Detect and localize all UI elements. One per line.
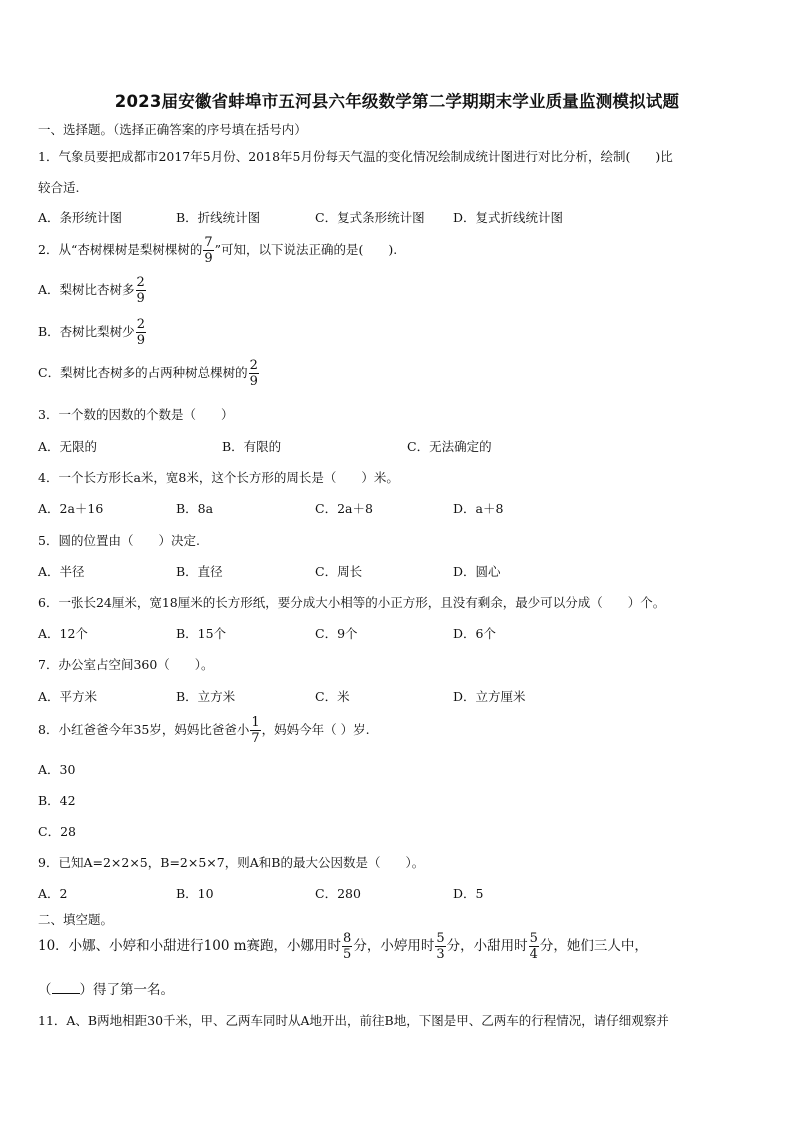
question-7: 7．办公室占空间360（ ）。 [38, 657, 214, 672]
question-2-option-b: B．杏树比梨树少 $\frac{2}{9}$ [38, 317, 145, 348]
question-7-option-b: B．立方米 [176, 689, 236, 704]
question-4-option-c: C．2a＋8 [315, 501, 373, 516]
question-7-option-a: A．平方米 [38, 689, 98, 704]
section-heading-fill-in: 二、填空题。 [38, 912, 114, 927]
question-1-option-a: A．条形统计图 [38, 210, 123, 225]
section-heading-choice: 一、选择题。（选择正确答案的序号填在括号内） [38, 122, 307, 137]
question-5-option-a: A．半径 [38, 564, 85, 579]
fraction: $\frac{1}{7}$ [251, 715, 260, 746]
fraction: $\frac{2}{9}$ [249, 358, 258, 389]
question-11: 11．A、B两地相距30千米，甲、乙两车同时从A地开出，前往B地，下图是甲、乙两车的行程情况，请仔细观察并 [38, 1013, 669, 1028]
question-4: 4．一个长方形长a米，宽8米，这个长方形的周长是（ ）米。 [38, 470, 399, 485]
question-8: 8．小红爸爸今年35岁，妈妈比爸爸小 $\frac{1}{7}$ ，妈妈今年（ ）岁. [38, 715, 370, 746]
question-2-text-post: ”可知，以下说法正确的是( ). [214, 242, 398, 257]
fraction: $\frac{7}{9}$ [204, 235, 213, 266]
question-5-option-d: D．圆心 [453, 564, 501, 579]
question-3-option-b: B．有限的 [222, 439, 282, 454]
question-3-option-a: A．无限的 [38, 439, 98, 454]
question-2-option-a: A．梨树比杏树多 $\frac{2}{9}$ [38, 275, 145, 306]
question-9-option-d: D．5 [453, 886, 484, 901]
fraction: $\frac{2}{9}$ [136, 317, 145, 348]
question-2 [38, 236, 397, 265]
question-1-line-1: 1．气象员要把成都市2017年5月份、2018年5月份每天气温的变化情况绘制成统计图进行对比分析，绘制( )比 [38, 149, 673, 164]
question-4-option-d: D．a＋8 [453, 501, 504, 516]
question-5: 5．圆的位置由（ ）决定. [38, 533, 200, 548]
question-6: 6．一张长24厘米，宽18厘米的长方形纸，要分成大小相等的小正方形，且没有剩余，最少可以分成（ ）个。 [38, 595, 666, 610]
question-6-option-d: D．6个 [453, 626, 496, 641]
fraction: $\frac{5}{3}$ [436, 931, 445, 962]
question-7-option-d: D．立方厘米 [453, 689, 526, 704]
question-1-option-d: D．复式折线统计图 [453, 210, 564, 225]
page-title: 2023届安徽省蚌埠市五河县六年级数学第二学期期末学业质量监测模拟试题 [114, 92, 680, 111]
question-8-option-a: A．30 [38, 762, 76, 777]
answer-blank[interactable] [52, 981, 80, 994]
question-3-option-c: C．无法确定的 [407, 439, 492, 454]
question-8-option-b: B．42 [38, 793, 76, 808]
question-8-option-c: C．28 [38, 824, 76, 839]
question-7-option-c: C．米 [315, 689, 350, 704]
question-6-option-a: A．12个 [38, 626, 88, 641]
question-6-option-c: C．9个 [315, 626, 358, 641]
question-1-line-2: 较合适. [38, 180, 80, 195]
question-6-option-b: B．15个 [176, 626, 227, 641]
question-10-line-2: （ ）得了第一名。 [38, 982, 174, 998]
fraction: $\frac{8}{5}$ [343, 931, 352, 962]
question-4-option-b: B．8a [176, 501, 214, 516]
question-1-option-b: B．折线统计图 [176, 210, 261, 225]
question-9-option-c: C．280 [315, 886, 361, 901]
question-4-option-a: A．2a＋16 [38, 501, 104, 516]
question-5-option-b: B．直径 [176, 564, 223, 579]
question-9-option-a: A．2 [38, 886, 68, 901]
fraction: $\frac{5}{4}$ [529, 931, 538, 962]
fraction: $\frac{2}{9}$ [136, 275, 145, 306]
question-1-option-c: C．复式条形统计图 [315, 210, 425, 225]
question-2-option-c: C．梨树比杏树多的占两种树总棵树的 $\frac{2}{9}$ [38, 358, 258, 389]
question-9: 9．已知A=2×2×5，B=2×5×7，则A和B的最大公因数是（ ）。 [38, 855, 425, 870]
question-5-option-c: C．周长 [315, 564, 363, 579]
question-10-line-1: 10．小娜、小婷和小甜进行100 m赛跑，小娜用时 $\frac{8}{5}$ 分，小婷用时 $\frac{5}{3}$ 分，小甜用时 $\frac{5}{4}$ 分，她们三人中， [38, 931, 648, 962]
question-2-text-pre: 2．从“杏树棵树是梨树棵树的 [38, 242, 203, 257]
question-3: 3．一个数的因数的个数是（ ） [38, 407, 234, 422]
question-9-option-b: B．10 [176, 886, 214, 901]
